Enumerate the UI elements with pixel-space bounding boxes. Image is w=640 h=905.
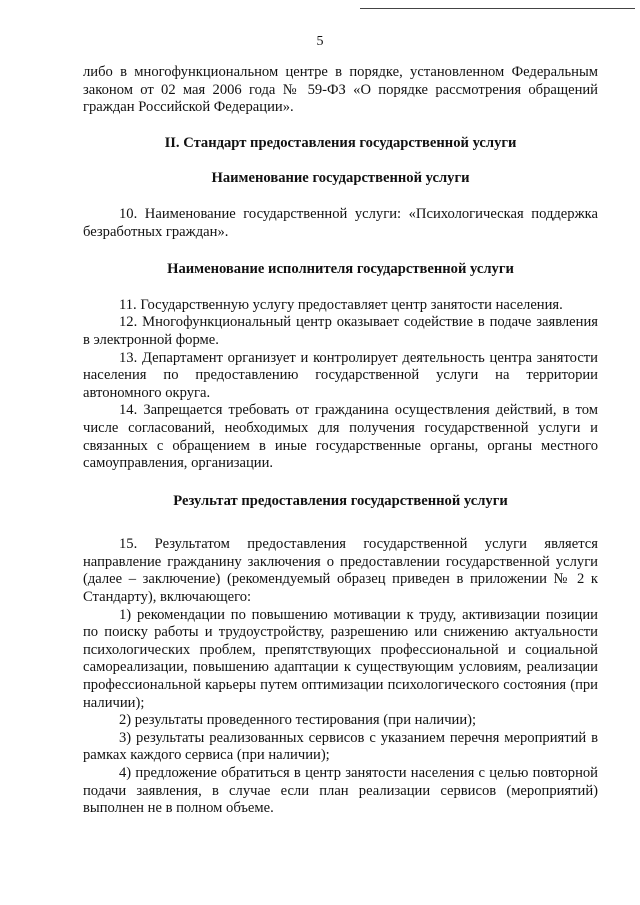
paragraph-13: 13. Департамент организует и контролирует деятельность центра занятости населения по предоставлению государственной услуги на территории автономного округа. (83, 349, 598, 401)
list-item-4: 4) предложение обратиться в центр занятости населения с целью повторной подачи заявления, в случае если план реализации сервисов (мероприятий) выполнен не в полном объеме. (83, 765, 598, 817)
service-name-heading: Наименование государственной услуги (211, 170, 470, 187)
paragraph-14: 14. Запрещается требовать от гражданина осуществления действий, в том числе согласований, необходимых для получения государственной услуги и связанных с обращением в иные государственные органы, органы местного самоуправления, организации. (83, 402, 598, 472)
result-heading: Результат предоставления государственной услуги (173, 492, 508, 509)
list-item-3: 3) результаты реализованных сервисов с указанием перечня мероприятий в рамках каждого сервиса (при наличии); (83, 729, 598, 764)
paragraph-10: 10. Наименование государственной услуги: «Психологическая поддержка безработных граждан». (83, 205, 598, 240)
paragraph-11: 11. Государственную услугу предоставляет центр занятости населения. (119, 296, 563, 313)
paragraph-12: 12. Многофункциональный центр оказывает содействие в подаче заявления в электронной форме. (83, 314, 598, 348)
paragraph-15: 15. Результатом предоставления государственной услуги является направление гражданину заключения о предоставлении государственной услуги (далее – заключение) (рекомендуемый образец приведен в приложении № 2 к Стандарту), включающего: (83, 536, 598, 606)
intro-paragraph: либо в многофункциональном центре в порядке, установленном Федеральным законом от 02 мая 2006 года № 59-ФЗ «О порядке рассмотрения обращений граждан Российской Федерации». (83, 64, 598, 116)
list-item-1: 1) рекомендации по повышению мотивации к труду, активизации позиции по поиску работы и трудоустройству, разрешению или снижению актуальности психологических проблем, препятствующих профессиональной и социальной самореализации, повышению адаптации к существующим условиям, реализации профессиональной карьеры путем оптимизации психологического состояния (при наличии); (83, 606, 598, 711)
header-rule (360, 8, 635, 9)
document-body (83, 64, 598, 818)
executor-heading: Наименование исполнителя государственной услуги (167, 261, 514, 278)
list-item-2: 2) результаты проведенного тестирования (при наличии); (119, 712, 477, 729)
section-title: II. Стандарт предоставления государственной услуги (164, 134, 517, 151)
page-number: 5 (316, 34, 324, 49)
